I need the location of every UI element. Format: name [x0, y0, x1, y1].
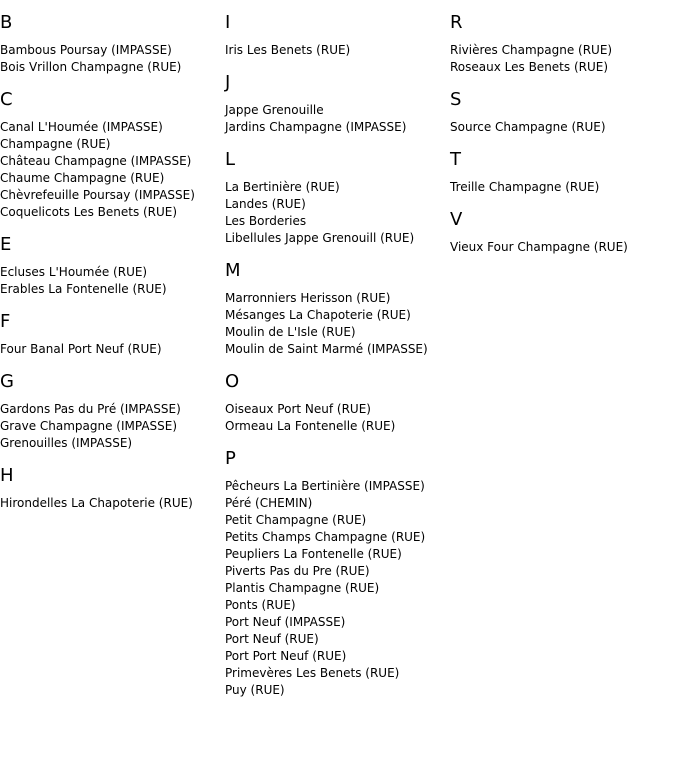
letter-group [0, 372, 225, 452]
street-link[interactable]: Pêcheurs La Bertinière (IMPASSE) [225, 479, 425, 493]
street-list-item [225, 682, 450, 699]
street-list-item [0, 495, 225, 512]
letter-heading: G [0, 371, 14, 392]
street-link[interactable]: Grave Champagne (IMPASSE) [0, 419, 178, 433]
column-1 [0, 0, 225, 699]
street-link[interactable]: Ormeau La Fontenelle (RUE) [225, 419, 396, 433]
street-link[interactable]: Bambous Poursay (IMPASSE) [0, 43, 172, 57]
street-list-item [225, 648, 450, 665]
street-link[interactable]: Jardins Champagne (IMPASSE) [225, 120, 407, 134]
street-list [0, 42, 225, 76]
street-list-item [225, 597, 450, 614]
street-link[interactable]: Les Borderies [225, 214, 307, 228]
street-link[interactable]: Treille Champagne (RUE) [450, 180, 600, 194]
street-list [0, 341, 225, 358]
street-link[interactable]: Grenouilles (IMPASSE) [0, 436, 133, 450]
street-list-item [225, 563, 450, 580]
street-link[interactable]: Jappe Grenouille [225, 103, 324, 117]
street-link[interactable]: Port Neuf (RUE) [225, 632, 319, 646]
street-list-item [0, 435, 225, 452]
letter-group [225, 261, 450, 358]
street-link[interactable]: Libellules Jappe Grenouill (RUE) [225, 231, 415, 245]
letter-heading: J [225, 72, 231, 93]
street-list-item [450, 59, 675, 76]
street-link[interactable]: La Bertinière (RUE) [225, 180, 340, 194]
street-list-item [225, 179, 450, 196]
letter-heading: I [225, 12, 231, 33]
street-list [450, 239, 675, 256]
street-list-item [225, 42, 450, 59]
letter-heading: C [0, 89, 13, 110]
street-link[interactable]: Chaume Champagne (RUE) [0, 171, 165, 185]
street-link[interactable]: Chèvrefeuille Poursay (IMPASSE) [0, 188, 195, 202]
street-list-item [225, 324, 450, 341]
letter-group [450, 13, 675, 76]
letter-group [225, 372, 450, 435]
street-link[interactable]: Four Banal Port Neuf (RUE) [0, 342, 162, 356]
letter-group [450, 210, 675, 256]
street-list-item [225, 529, 450, 546]
letter-group [225, 73, 450, 136]
street-list [0, 401, 225, 452]
street-link[interactable]: Canal L'Houmée (IMPASSE) [0, 120, 163, 134]
street-link[interactable]: Erables La Fontenelle (RUE) [0, 282, 167, 296]
street-link[interactable]: Péré (CHEMIN) [225, 496, 313, 510]
letter-heading: R [450, 12, 463, 33]
letter-heading: E [0, 234, 12, 255]
street-link[interactable]: Piverts Pas du Pre (RUE) [225, 564, 370, 578]
street-list-item [0, 264, 225, 281]
street-link[interactable]: Vieux Four Champagne (RUE) [450, 240, 628, 254]
street-list-item [450, 179, 675, 196]
letter-group [450, 90, 675, 136]
street-link[interactable]: Marronniers Herisson (RUE) [225, 291, 391, 305]
street-list-item [0, 401, 225, 418]
street-list-item [225, 401, 450, 418]
letter-heading: P [225, 448, 236, 469]
street-list [225, 102, 450, 136]
street-link[interactable]: Primevères Les Benets (RUE) [225, 666, 400, 680]
letter-group [0, 235, 225, 298]
column-2 [225, 0, 450, 699]
street-link[interactable]: Iris Les Benets (RUE) [225, 43, 351, 57]
street-list-item [225, 546, 450, 563]
letter-heading: V [450, 209, 463, 230]
street-list-item [0, 418, 225, 435]
street-list-item [0, 153, 225, 170]
street-list-item [225, 307, 450, 324]
letter-heading: B [0, 12, 13, 33]
letter-group [225, 449, 450, 699]
street-link[interactable]: Plantis Champagne (RUE) [225, 581, 380, 595]
street-list-item [225, 290, 450, 307]
street-link[interactable]: Moulin de Saint Marmé (IMPASSE) [225, 342, 428, 356]
street-list-item [225, 341, 450, 358]
street-link[interactable]: Petits Champs Champagne (RUE) [225, 530, 426, 544]
letter-heading: T [450, 149, 461, 170]
letter-group [225, 150, 450, 247]
letter-heading: H [0, 465, 14, 486]
street-list-item [225, 631, 450, 648]
street-link[interactable]: Gardons Pas du Pré (IMPASSE) [0, 402, 181, 416]
street-list-item [0, 187, 225, 204]
street-list [0, 264, 225, 298]
street-link[interactable]: Petit Champagne (RUE) [225, 513, 367, 527]
street-link[interactable]: Roseaux Les Benets (RUE) [450, 60, 609, 74]
street-list-item [0, 170, 225, 187]
street-link[interactable]: Coquelicots Les Benets (RUE) [0, 205, 178, 219]
letter-group [0, 466, 225, 512]
street-list-item [225, 478, 450, 495]
letter-group [0, 312, 225, 358]
street-list-item [225, 614, 450, 631]
street-link[interactable]: Moulin de L'Isle (RUE) [225, 325, 356, 339]
street-list-item [225, 102, 450, 119]
street-list-item [225, 495, 450, 512]
street-list [225, 179, 450, 247]
letter-heading: S [450, 89, 462, 110]
street-list-item [0, 59, 225, 76]
street-link[interactable]: Source Champagne (RUE) [450, 120, 606, 134]
street-link[interactable]: Mésanges La Chapoterie (RUE) [225, 308, 411, 322]
street-list [225, 478, 450, 699]
street-list-item [450, 239, 675, 256]
street-list-item [0, 136, 225, 153]
letter-heading: L [225, 149, 236, 170]
street-link[interactable]: Hirondelles La Chapoterie (RUE) [0, 496, 193, 510]
street-link[interactable]: Puy (RUE) [225, 683, 285, 697]
letter-heading: F [0, 311, 11, 332]
street-list-item [0, 119, 225, 136]
street-link[interactable]: Bois Vrillon Champagne (RUE) [0, 60, 182, 74]
street-link[interactable]: Ecluses L'Houmée (RUE) [0, 265, 148, 279]
street-list-item [0, 341, 225, 358]
street-list-item [0, 42, 225, 59]
street-list-item [225, 665, 450, 682]
street-list-item [225, 418, 450, 435]
letter-heading: M [225, 260, 241, 281]
street-link[interactable]: Champagne (RUE) [0, 137, 111, 151]
street-list [225, 42, 450, 59]
street-link[interactable]: Port Neuf (IMPASSE) [225, 615, 346, 629]
street-list-item [225, 580, 450, 597]
street-list [450, 119, 675, 136]
street-list-item [225, 119, 450, 136]
street-list-item [0, 281, 225, 298]
letter-group [450, 150, 675, 196]
street-list [450, 42, 675, 76]
street-list-item [0, 204, 225, 221]
street-link[interactable]: Oiseaux Port Neuf (RUE) [225, 402, 371, 416]
street-list-item [225, 230, 450, 247]
street-list [225, 401, 450, 435]
letter-heading: O [225, 371, 240, 392]
street-link[interactable]: Peupliers La Fontenelle (RUE) [225, 547, 402, 561]
letter-group [0, 13, 225, 76]
street-link[interactable]: Château Champagne (IMPASSE) [0, 154, 192, 168]
street-list [450, 179, 675, 196]
street-list-item [225, 213, 450, 230]
street-list-item [450, 42, 675, 59]
street-list-item [450, 119, 675, 136]
street-link[interactable]: Landes (RUE) [225, 197, 306, 211]
street-list-item [225, 196, 450, 213]
street-list [225, 290, 450, 358]
street-list [0, 495, 225, 512]
letter-group [0, 90, 225, 221]
street-link[interactable]: Port Port Neuf (RUE) [225, 649, 347, 663]
column-3 [450, 0, 675, 699]
street-list-item [225, 512, 450, 529]
street-list [0, 119, 225, 221]
street-link[interactable]: Ponts (RUE) [225, 598, 296, 612]
street-link[interactable]: Rivières Champagne (RUE) [450, 43, 613, 57]
letter-group [225, 13, 450, 59]
